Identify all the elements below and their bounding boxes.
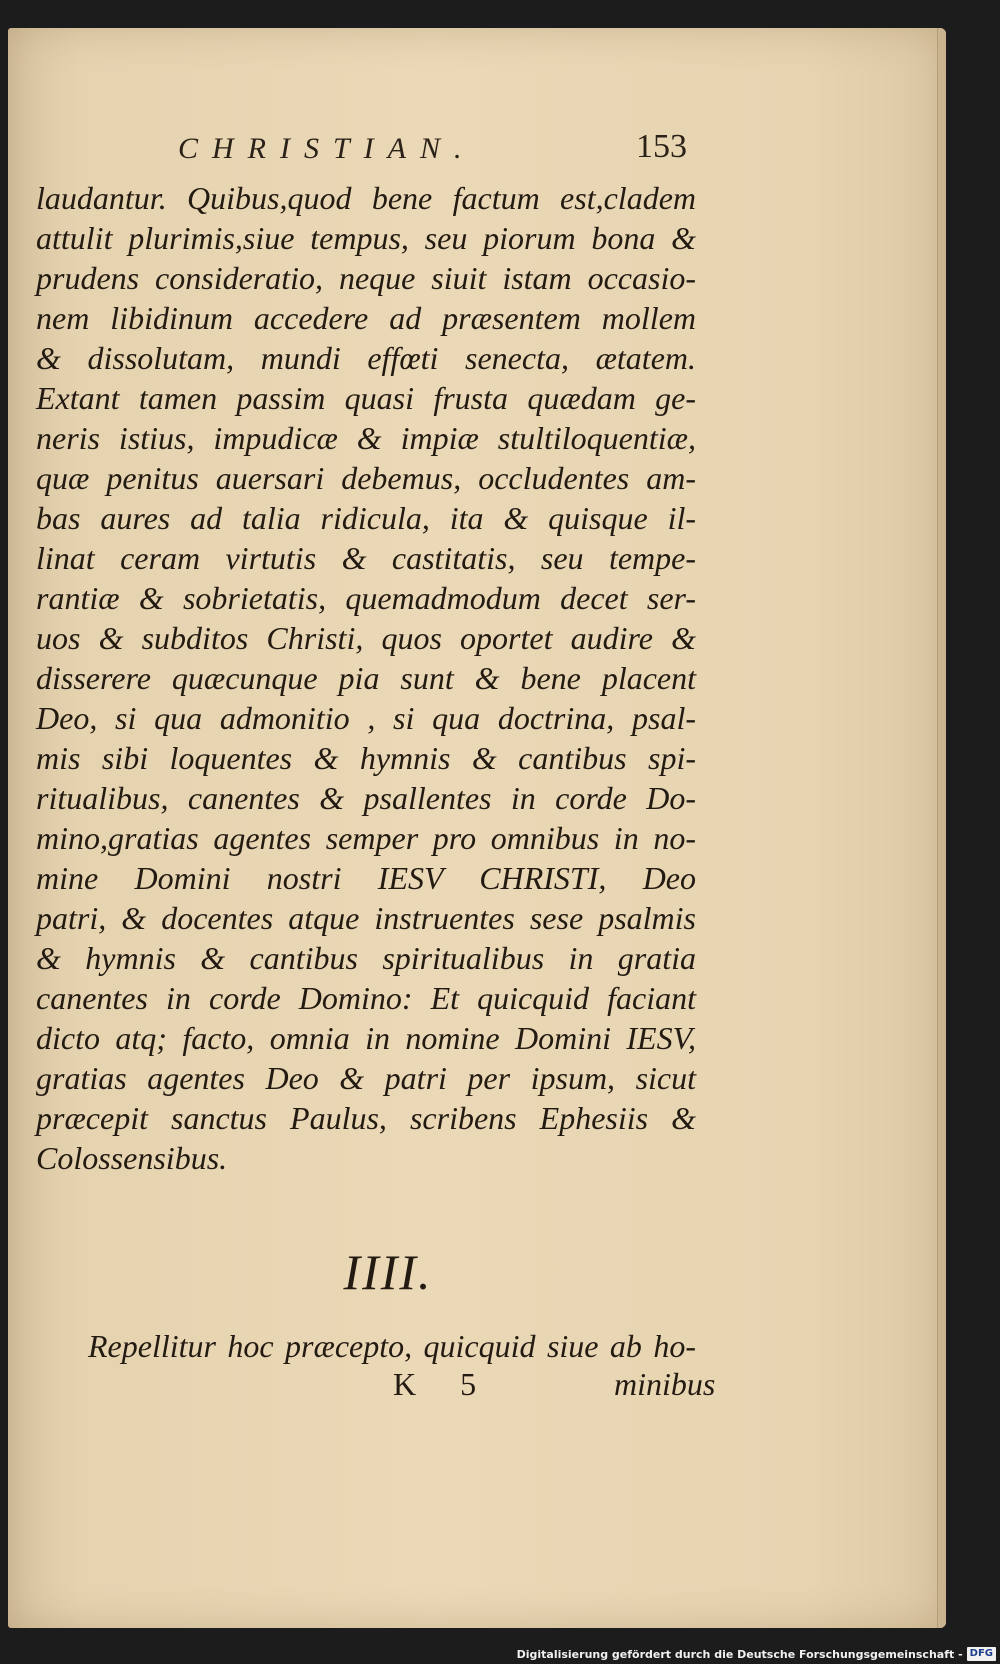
text-line: & hymnis & cantibus spiritualibus in gratia (36, 940, 696, 976)
text-line: quæ penitus auersari debemus, occludentes am- (36, 460, 696, 496)
section-first-line: Repellitur hoc præcepto, quicquid siue ab ho- (88, 1328, 696, 1364)
text-line: dicto atq; facto, omnia in nomine Domini IESV, (36, 1020, 696, 1056)
text-line: mino,gratias agentes semper pro omnibus in no- (36, 820, 696, 856)
signature-mark: K 5 (393, 1366, 495, 1402)
text-line: patri, & docentes atque instruentes sese psalmis (36, 900, 696, 936)
catchword: minibus (614, 1366, 716, 1402)
text-line: Colossensibus. (36, 1140, 228, 1176)
text-line: laudantur. Quibus,quod bene factum est,cladem (36, 180, 696, 216)
text-line: & dissolutam, mundi effœti senecta, ætatem. (36, 340, 696, 376)
text-line: neris istius, impudicæ & impiæ stultiloquentiæ, (36, 420, 696, 456)
text-line: Extant tamen passim quasi frusta quædam ge- (36, 380, 696, 416)
text-line: ritualibus, canentes & psallentes in corde Do- (36, 780, 696, 816)
section-heading: IIII. (343, 1244, 433, 1300)
text-line: mis sibi loquentes & hymnis & cantibus spi- (36, 740, 696, 776)
body-text (36, 178, 696, 1178)
page-number: 153 (636, 128, 687, 165)
text-line: uos & subditos Christi, quos oportet audire & (36, 620, 696, 656)
running-head-title: CHRISTIAN. (178, 132, 476, 165)
digitization-credit (517, 1644, 1000, 1664)
text-line: bas aures ad talia ridicula, ita & quisque il- (36, 500, 696, 536)
book-page (8, 28, 946, 1628)
text-line: attulit plurimis,siue tempus, seu piorum bona & (36, 220, 696, 256)
text-line: præcepit sanctus Paulus, scribens Ephesiis & (36, 1100, 696, 1136)
text-line: disserere quæcunque pia sunt & bene placent (36, 660, 696, 696)
text-line: nem libidinum accedere ad præsentem mollem (36, 300, 696, 336)
text-line: canentes in corde Domino: Et quicquid faciant (36, 980, 696, 1016)
text-line: prudens consideratio, neque siuit istam occasio- (36, 260, 696, 296)
running-head (8, 126, 946, 170)
page-fore-edge (937, 28, 946, 1628)
text-line: linat ceram virtutis & castitatis, seu tempe- (36, 540, 696, 576)
text-line: rantiæ & sobrietatis, quemadmodum decet ser- (36, 580, 696, 616)
text-line: Deo, si qua admonitio , si qua doctrina, psal- (36, 700, 696, 736)
text-line: mine Domini nostri IESV CHRISTI, Deo (36, 860, 696, 896)
dfg-logo-icon: DFG (967, 1647, 996, 1661)
text-line: gratias agentes Deo & patri per ipsum, sicut (36, 1060, 696, 1096)
credit-text: Digitalisierung gefördert durch die Deutsche Forschungsgemeinschaft - (516, 1647, 963, 1661)
